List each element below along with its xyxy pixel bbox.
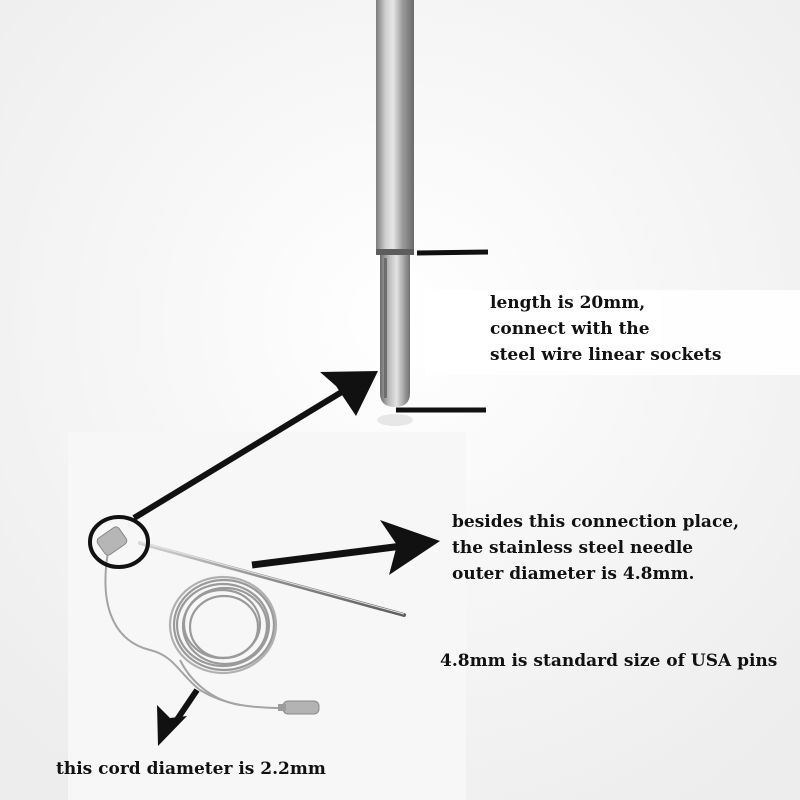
probe-step-ring <box>376 249 414 255</box>
diameter-annotation-line: besides this connection place, <box>452 512 740 532</box>
dimension-mark-top <box>417 252 488 253</box>
probe-reflection <box>377 414 413 426</box>
length-annotation-line: steel wire linear sockets <box>490 345 722 365</box>
length-annotation-line: connect with the <box>490 319 650 339</box>
probe-rod <box>376 0 414 252</box>
diameter-annotation-line: the stainless steel needle <box>452 538 694 558</box>
probe-closeup <box>376 0 414 426</box>
length-annotation <box>490 290 721 368</box>
length-annotation-line: length is 20mm, <box>490 293 646 313</box>
diameter-annotation <box>452 509 739 587</box>
cable-plug <box>278 701 319 714</box>
probe-tip-groove <box>384 258 387 398</box>
cord-annotation: this cord diameter is 2.2mm <box>56 759 326 779</box>
usa-pins-annotation: 4.8mm is standard size of USA pins <box>440 651 778 671</box>
diameter-annotation-line: outer diameter is 4.8mm. <box>452 564 695 584</box>
